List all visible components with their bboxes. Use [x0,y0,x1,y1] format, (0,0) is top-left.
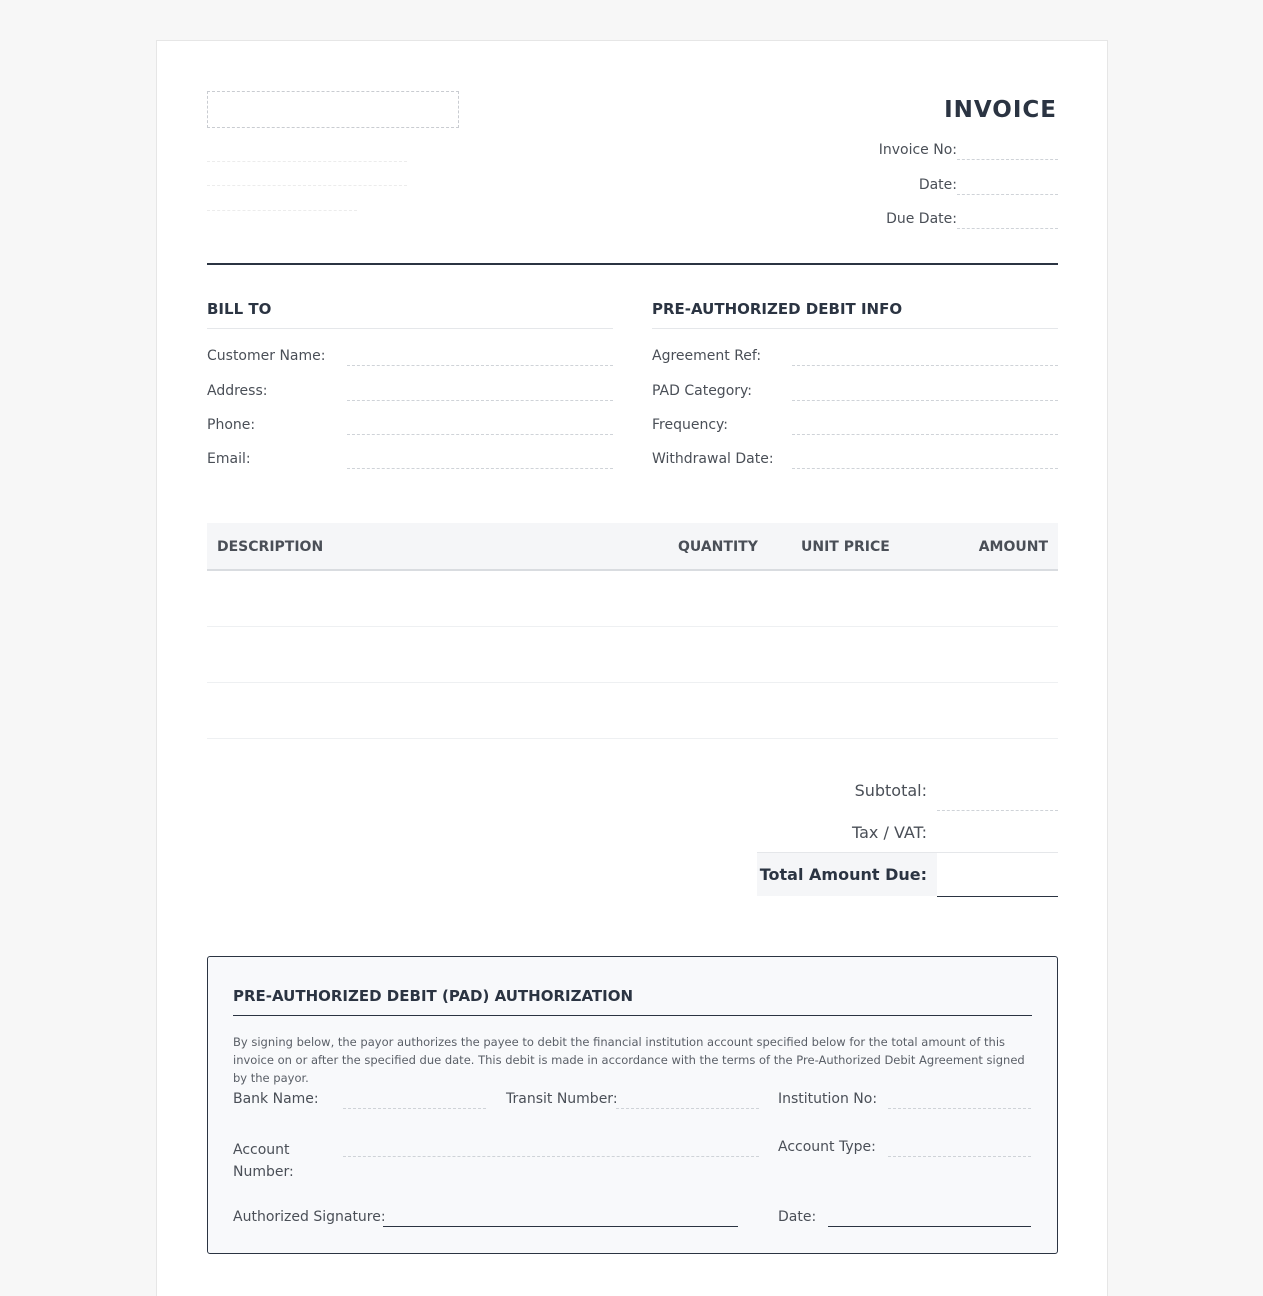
logo-placeholder[interactable] [207,91,459,128]
col-unit-price: UNIT PRICE [801,539,890,555]
items-table-header [207,523,1058,571]
institution-no-field[interactable] [888,1108,1031,1109]
table-row[interactable] [207,626,1058,627]
account-number-field[interactable] [343,1156,759,1157]
total-row [757,852,1058,896]
pad-authorization-rule [233,1015,1032,1016]
account-type-label: Account Type: [778,1139,876,1155]
withdrawal-date-label: Withdrawal Date: [652,451,774,467]
customer-name-label: Customer Name: [207,348,326,364]
email-field[interactable] [347,468,613,469]
company-address-line[interactable] [207,185,407,186]
invoice-title: INVOICE [944,97,1057,123]
header-divider [207,263,1058,265]
total-label: Total Amount Due: [759,865,927,884]
signature-date-label: Date: [778,1209,817,1225]
company-address-line[interactable] [207,210,357,211]
date-field[interactable] [957,194,1058,195]
invoice-no-label: Invoice No: [878,142,957,158]
pad-authorization-text: By signing below, the payor authorizes the payee to debit the financial institution account specified below for the total amount of this invoice on or after the specified due date. This debit is made in accordance with the terms of the Pre-Authorized Debit Agreement signed by the payor. [233,1035,1025,1085]
bank-name-field[interactable] [343,1108,486,1109]
invoice-sheet [156,40,1108,1296]
pad-info-title: PRE-AUTHORIZED DEBIT INFO [652,300,903,318]
invoice-no-field[interactable] [957,159,1058,160]
due-date-label: Due Date: [886,211,957,227]
tax-label: Tax / VAT: [852,823,927,842]
withdrawal-date-field[interactable] [792,468,1058,469]
agreement-ref-label: Agreement Ref: [652,348,762,364]
frequency-field[interactable] [792,434,1058,435]
agreement-ref-field[interactable] [792,365,1058,366]
total-field[interactable] [937,853,1058,897]
pad-category-label: PAD Category: [652,383,753,399]
pad-authorization-box [207,956,1058,1254]
due-date-field[interactable] [957,228,1058,229]
phone-field[interactable] [347,434,613,435]
pad-info-rule [652,328,1058,329]
subtotal-label: Subtotal: [854,781,927,800]
email-label: Email: [207,451,251,467]
address-label: Address: [207,383,268,399]
transit-number-field[interactable] [616,1108,759,1109]
transit-number-label: Transit Number: [506,1091,618,1107]
bank-name-label: Bank Name: [233,1091,319,1107]
table-row[interactable] [207,682,1058,683]
account-type-field[interactable] [888,1156,1031,1157]
col-description: DESCRIPTION [217,539,324,555]
subtotal-field[interactable] [937,810,1058,811]
authorized-signature-label: Authorized Signature: [233,1209,386,1225]
signature-field[interactable] [383,1226,738,1227]
pad-category-field[interactable] [792,400,1058,401]
col-quantity: QUANTITY [678,539,758,555]
phone-label: Phone: [207,417,256,433]
table-row[interactable] [207,738,1058,739]
date-label: Date: [918,177,957,193]
account-number-label: Account Number: [233,1142,294,1180]
address-field[interactable] [347,400,613,401]
pad-authorization-title: PRE-AUTHORIZED DEBIT (PAD) AUTHORIZATION [233,987,634,1005]
frequency-label: Frequency: [652,417,729,433]
col-amount: AMOUNT [978,539,1048,555]
customer-name-field[interactable] [347,365,613,366]
bill-to-rule [207,328,613,329]
signature-date-field[interactable] [828,1226,1031,1227]
bill-to-title: BILL TO [207,300,272,318]
institution-no-label: Institution No: [778,1091,878,1107]
company-address-line[interactable] [207,161,407,162]
